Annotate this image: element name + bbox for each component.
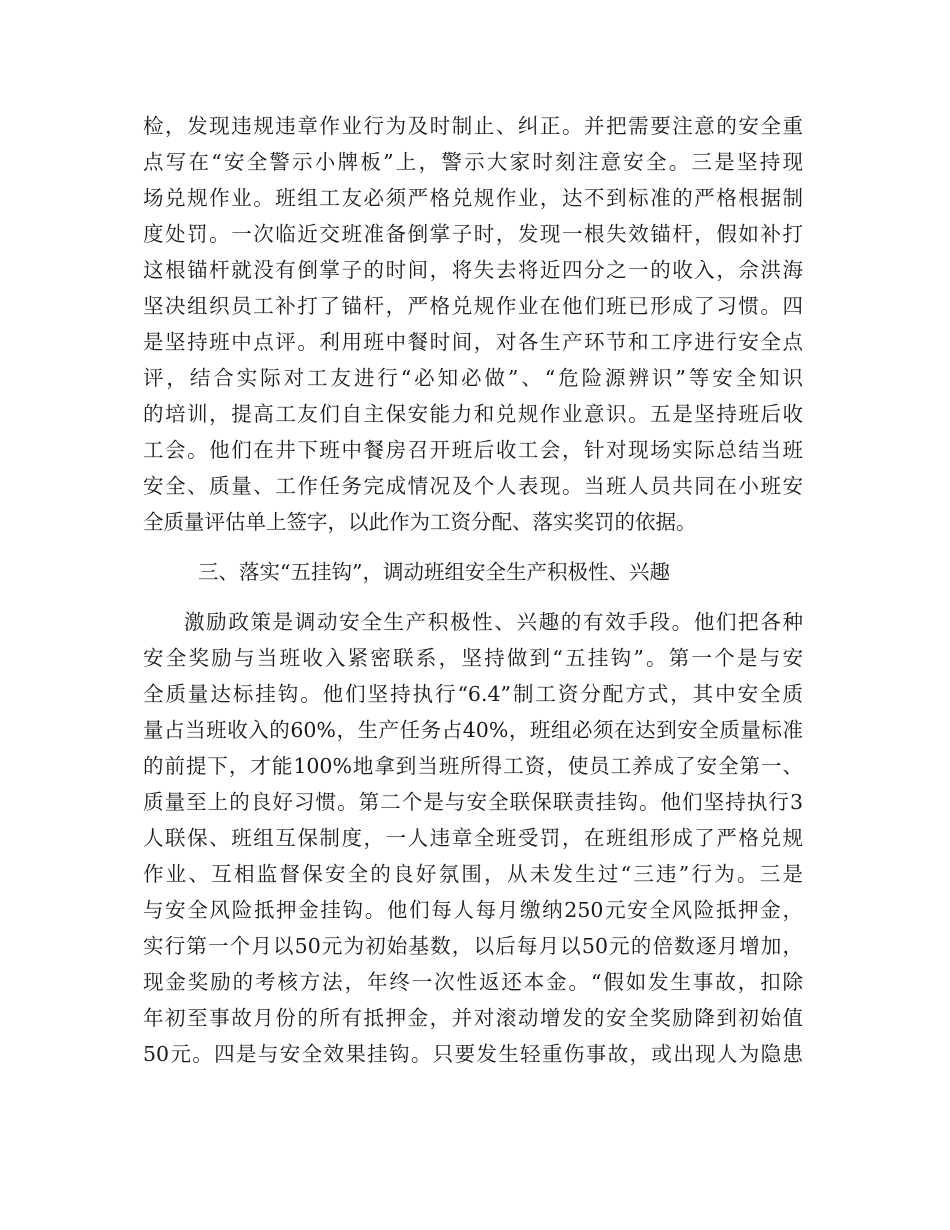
text-line: 的培训，提高工友们自主保安能力和兑规作业意识。五是坚持班后收: [143, 402, 803, 426]
text-line: 实行第一个月以50元为初始基数，以后每月以50元的倍数逐月增加，: [143, 934, 803, 958]
text-line: 量占当班收入的60%，生产任务占40%，班组必须在达到安全质量标准: [143, 718, 803, 742]
text-line: 点写在“安全警示小牌板”上，警示大家时刻注意安全。三是坚持现: [143, 150, 803, 174]
text-line: 作业、互相监督保安全的良好氛围，从未发生过“三违”行为。三是: [143, 862, 803, 886]
text-line: 安全奖励与当班收入紧密联系，坚持做到“五挂钩”。第一个是与安: [143, 646, 803, 670]
text-line: 激励政策是调动安全生产积极性、兴趣的有效手段。他们把各种: [184, 610, 803, 634]
text-line: 50元。四是与安全效果挂钩。只要发生轻重伤事故，或出现人为隐患: [143, 1042, 803, 1066]
paragraph-2: [143, 604, 803, 1072]
text-line: 坚决组织员工补打了锚杆，严格兑规作业在他们班已形成了习惯。四: [143, 294, 803, 318]
text-line: 全质量评估单上签字，以此作为工资分配、落实奖罚的依据。: [143, 510, 697, 534]
text-line: 全质量达标挂钩。他们坚持执行“6.4”制工资分配方式，其中安全质: [143, 682, 803, 706]
text-line: 人联保、班组互保制度，一人违章全班受罚，在班组形成了严格兑规: [143, 826, 803, 850]
text-line: 评，结合实际对工友进行“必知必做”、“危险源辨识”等安全知识: [143, 366, 803, 390]
text-line: 的前提下，才能100%地拿到当班所得工资，使员工养成了安全第一、: [143, 754, 803, 778]
text-line: 质量至上的良好习惯。第二个是与安全联保联责挂钩。他们坚持执行3: [143, 790, 803, 814]
text-line: 场兑规作业。班组工友必须严格兑规作业，达不到标准的严格根据制: [143, 186, 803, 210]
paragraph-1: [143, 108, 803, 540]
text-line: 度处罚。一次临近交班准备倒掌子时，发现一根失效锚杆，假如补打: [143, 222, 803, 246]
text-line: 工会。他们在井下班中餐房召开班后收工会，针对现场实际总结当班: [143, 438, 803, 462]
text-line: 现金奖励的考核方法，年终一次性返还本金。“假如发生事故，扣除: [143, 970, 803, 994]
text-line: 安全、质量、工作任务完成情况及个人表现。当班人员共同在小班安: [143, 474, 803, 498]
text-line: 与安全风险抵押金挂钩。他们每人每月缴纳250元安全风险抵押金，: [143, 898, 803, 922]
section-heading: 三、落实“五挂钩”，调动班组安全生产积极性、兴趣: [198, 560, 670, 584]
text-line: 是坚持班中点评。利用班中餐时间，对各生产环节和工序进行安全点: [143, 330, 803, 354]
document-body: [143, 108, 803, 1072]
text-line: 检，发现违规违章作业行为及时制止、纠正。并把需要注意的安全重: [143, 114, 803, 138]
text-line: 这根锚杆就没有倒掌子的时间，将失去将近四分之一的收入，佘洪海: [143, 258, 803, 282]
text-line: 年初至事故月份的所有抵押金，并对滚动增发的安全奖励降到初始值: [143, 1006, 803, 1030]
